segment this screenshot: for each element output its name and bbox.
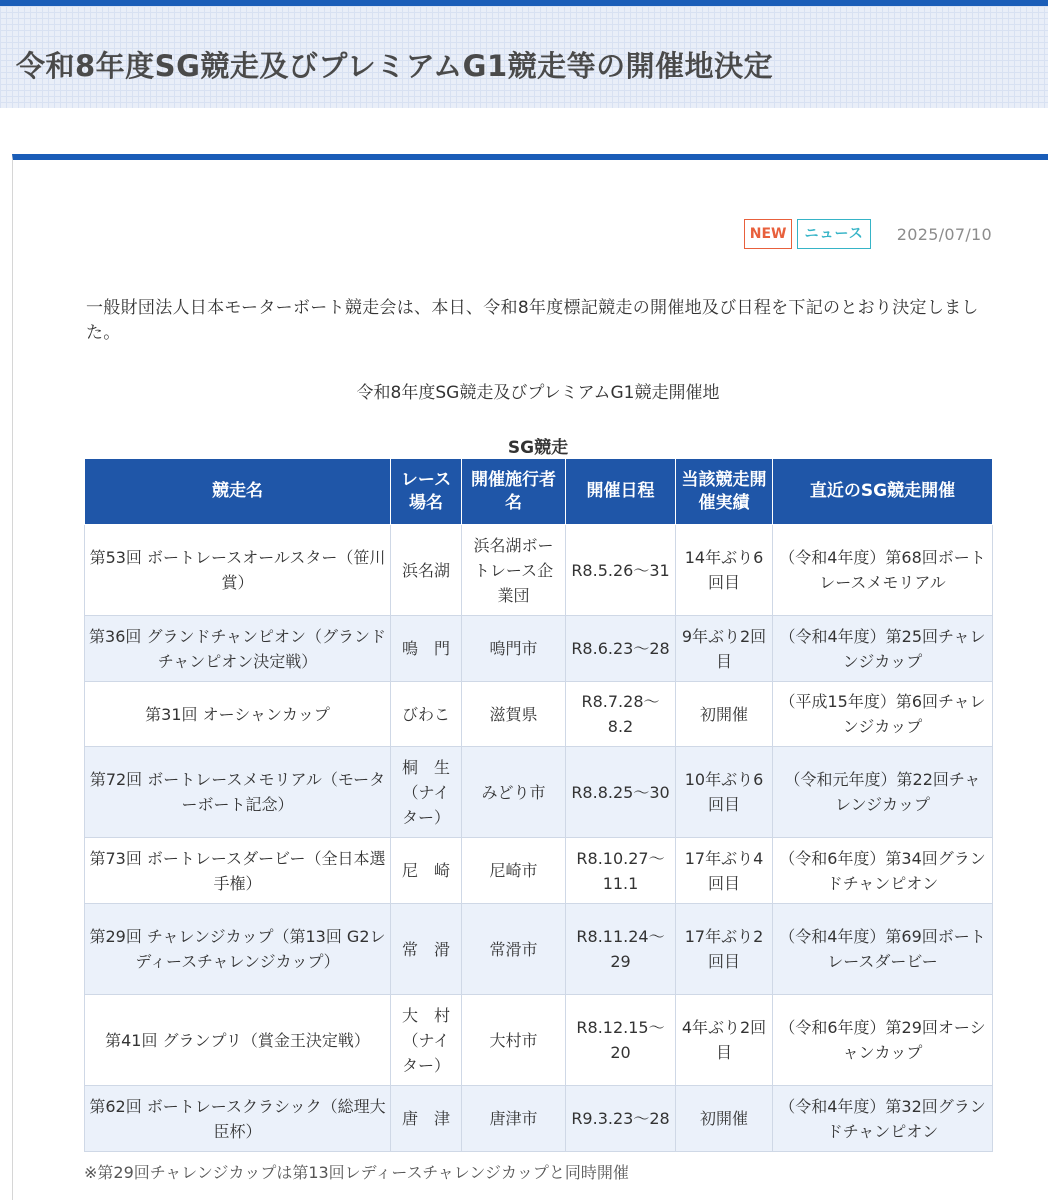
recent-sg-cell: （令和4年度）第32回グランドチャンピオン [773, 1086, 993, 1152]
organizer-cell: 滋賀県 [462, 682, 566, 747]
organizer-cell: 尼崎市 [462, 838, 566, 904]
header-record: 当該競走開催実績 [676, 459, 773, 525]
table-row [85, 838, 993, 904]
header-venue: レース場名 [391, 459, 462, 525]
venue-cell: 浜名湖 [391, 525, 462, 616]
recent-sg-cell: （令和6年度）第34回グランドチャンピオン [773, 838, 993, 904]
record-cell: 初開催 [676, 1086, 773, 1152]
record-cell: 初開催 [676, 682, 773, 747]
organizer-cell: 浜名湖ボートレース企業団 [462, 525, 566, 616]
venue-cell: 常 滑 [391, 904, 462, 995]
race-name-cell: 第29回 チャレンジカップ（第13回 G2レディースチャレンジカップ） [85, 904, 391, 995]
recent-sg-cell: （平成15年度）第6回チャレンジカップ [773, 682, 993, 747]
header-organizer: 開催施行者名 [462, 459, 566, 525]
organizer-cell: 鳴門市 [462, 616, 566, 682]
recent-sg-cell: （令和元年度）第22回チャレンジカップ [773, 747, 993, 838]
record-cell: 10年ぶり6回目 [676, 747, 773, 838]
venue-cell: 唐 津 [391, 1086, 462, 1152]
venue-cell: 桐 生（ナイター） [391, 747, 462, 838]
record-cell: 14年ぶり6回目 [676, 525, 773, 616]
new-badge: NEW [744, 219, 793, 249]
page-header [0, 0, 1048, 108]
race-name-cell: 第72回 ボートレースメモリアル（モーターボート記念） [85, 747, 391, 838]
post-date: 2025/07/10 [896, 224, 992, 244]
organizer-cell: みどり市 [462, 747, 566, 838]
race-name-cell: 第73回 ボートレースダービー（全日本選手権） [85, 838, 391, 904]
intro-paragraph: 一般財団法人日本モーターボート競走会は、本日、令和8年度標記競走の開催地及び日程を下記のとおり決定しました。 [86, 298, 979, 343]
dates-cell: R8.8.25〜30 [566, 747, 676, 838]
race-name-cell: 第53回 ボートレースオールスター（笹川賞） [85, 525, 391, 616]
record-cell: 9年ぶり2回目 [676, 616, 773, 682]
table-row [85, 995, 993, 1086]
record-cell: 17年ぶり4回目 [676, 838, 773, 904]
venue-cell: びわこ [391, 682, 462, 747]
table-row [85, 747, 993, 838]
table-row [85, 904, 993, 995]
dates-cell: R8.6.23〜28 [566, 616, 676, 682]
recent-sg-cell: （令和4年度）第68回ボートレースメモリアル [773, 525, 993, 616]
news-category-badge[interactable]: ニュース [797, 219, 870, 249]
organizer-cell: 大村市 [462, 995, 566, 1086]
venue-cell: 尼 崎 [391, 838, 462, 904]
organizer-cell: 常滑市 [462, 904, 566, 995]
race-name-cell: 第41回 グランプリ（賞金王決定戦） [85, 995, 391, 1086]
table-caption: SG競走 [507, 438, 569, 458]
recent-sg-cell: （令和4年度）第25回チャレンジカップ [773, 616, 993, 682]
record-cell: 4年ぶり2回目 [676, 995, 773, 1086]
race-name-cell: 第36回 グランドチャンピオン（グランドチャンピオン決定戦） [85, 616, 391, 682]
venue-cell: 鳴 門 [391, 616, 462, 682]
table-row [85, 616, 993, 682]
dates-cell: R8.7.28〜8.2 [566, 682, 676, 747]
record-cell: 17年ぶり2回目 [676, 904, 773, 995]
table-header-row [85, 459, 993, 525]
recent-sg-cell: （令和4年度）第69回ボートレースダービー [773, 904, 993, 995]
table-row [85, 682, 993, 747]
dates-cell: R8.5.26〜31 [566, 525, 676, 616]
dates-cell: R9.3.23〜28 [566, 1086, 676, 1152]
dates-cell: R8.10.27〜11.1 [566, 838, 676, 904]
recent-sg-cell: （令和6年度）第29回オーシャンカップ [773, 995, 993, 1086]
page-title: 令和8年度SG競走及びプレミアムG1競走等の開催地決定 [16, 49, 774, 83]
venue-cell: 大 村（ナイター） [391, 995, 462, 1086]
dates-cell: R8.12.15〜20 [566, 995, 676, 1086]
article-meta [744, 218, 992, 250]
dates-cell: R8.11.24〜29 [566, 904, 676, 995]
header-race-name: 競走名 [85, 459, 391, 525]
table-row [85, 1086, 993, 1152]
race-name-cell: 第31回 オーシャンカップ [85, 682, 391, 747]
header-dates: 開催日程 [566, 459, 676, 525]
table-row [85, 525, 993, 616]
race-name-cell: 第62回 ボートレースクラシック（総理大臣杯） [85, 1086, 391, 1152]
header-recent-sg: 直近のSG競走開催 [773, 459, 993, 525]
sg-race-table [84, 458, 993, 1152]
section-title: 令和8年度SG競走及びプレミアムG1競走開催地 [356, 383, 720, 403]
footnote: ※第29回チャレンジカップは第13回レディースチャレンジカップと同時開催 [84, 1163, 629, 1182]
organizer-cell: 唐津市 [462, 1086, 566, 1152]
